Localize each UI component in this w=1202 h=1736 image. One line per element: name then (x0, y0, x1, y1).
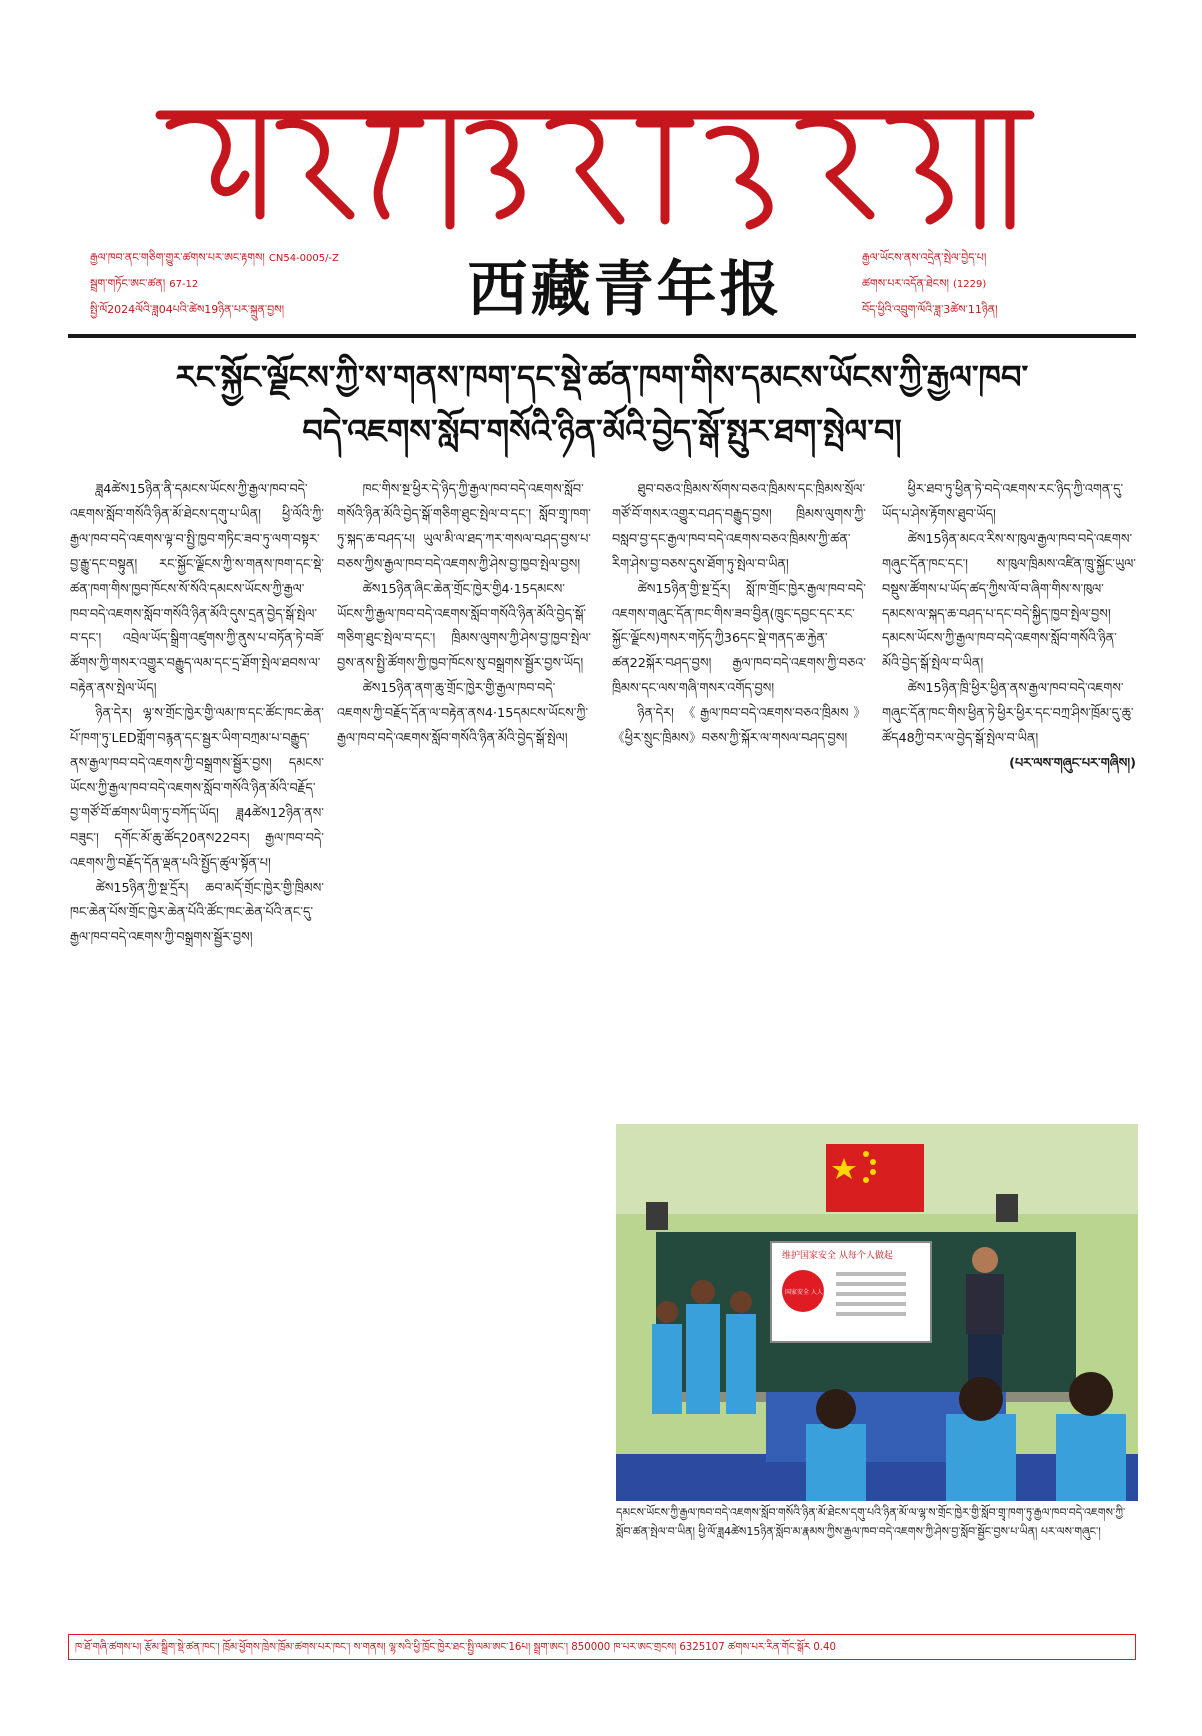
chinese-flag (826, 1144, 924, 1212)
masthead-rule (68, 334, 1136, 338)
meta-line: སྤྱི་ལོ2024ལོའི་ཟླ04པའི་ཚེས19ཉིན་པར་སྐྲུན་བྱས། (90, 303, 285, 316)
paragraph: ཚེས15ཉིན་ནག་ཆུ་གྲོང་ཁྱེར་གྱི་རྒྱལ་ཁབ་བདེ་འཇགས་ཀྱི་བརྗོད་དོན་ལ་བརྟེན་ནས4·15དམངས་ཡོངས་ཀྱི་རྒྱལ་ཁབ་བདེ་འཇགས་སློབ་གསོའི་ཉིན་མོའི་བྱེད་སྒོ་སྤེལ། (337, 681, 589, 747)
meta-line: ཚགས་པར་འདོན་ཐེངས། (1229) (862, 277, 987, 290)
classroom-photo (616, 1124, 1138, 1501)
paragraph: ཟླ4ཚེས15ཉིན་ནི་དམངས་ཡོངས་ཀྱི་རྒྱལ་ཁབ་བདེ་འཇགས་སློབ་གསོའི་ཉིན་མོ་ཐེངས་དགུ་པ་ཡིན། ཕྱི་ལོའི་ཀྱི་རྒྱལ་ཁབ་བདེ་འཇགས་ལྟ་བ་སྤྱི་ཁྱབ་གཏིང་ཟབ་ཏུ་ལག་བསྟར་བྱ་རྒྱུ་དང་བསྟུན། རང་སྐྱོང་ལྗོངས་ཀྱི་ས་གནས་ཁག་དང་སྡེ་ཚན་ཁག་གིས་ཁྱབ་ཁོངས་སོ་སོའི་དམངས་ཡོངས་ཀྱི་རྒྱལ་ཁབ་བདེ་འཇགས་སློབ་གསོའི་ཉིན་མོའི་དུས་དྲན་བྱེད་སྒོ་སྤེལ་བ་དང་། འབྲེལ་ཡོད་སྒྲིག་འཛུགས་ཀྱི་ནུས་པ་བཏོན་ཏེ་བཟོ་ཚོགས་ཀྱི་གསར་འགྱུར་བརྒྱུད་ལམ་དང་དྲ་ཐོག་སྤེལ་ཐབས་ལ་བརྟེན་ནས་སྤེལ་ཡོད། (70, 482, 324, 697)
masthead-left-meta (90, 245, 430, 323)
paragraph: ཉིན་དེར། 《རྒྱལ་ཁབ་བདེ་འཇགས་བཅའ་ཁྲིམས》《ཕྱིར་སྲུང་ཁྲིམས》བཅས་ཀྱི་སྐོར་ལ་གསལ་བཤད་བྱས། (612, 706, 866, 747)
paragraph: ཁང་གིས་སྔ་ཕྱིར་དེ་ཉིད་ཀྱི་རྒྱལ་ཁབ་བདེ་འཇགས་སློབ་གསོའི་ཉིན་མོའི་བྱེད་སྒོ་གཅིག་ཐུང་སྤེལ་བ་དང་། སློབ་གྲྭ་ཁག་ཏུ་སྐད་ཆ་བཤད་པ། ཡུལ་མི་ལ་ཐད་ཀར་གསལ་བཤད་བྱས་པ་བཅས་ཀྱིས་རྒྱལ་ཁབ་བདེ་འཇགས་ཀྱི་ཤེས་བྱ་ཁྱབ་སྤེལ་བྱས། (337, 482, 591, 572)
paragraph: ཐུབ་བཅའ་ཁྲིམས་སོགས་བཅའ་ཁྲིམས་དང་ཁྲིམས་སྲོལ་གཙོ་བོ་གསར་འགྱུར་བཤད་བརྒྱུད་བྱས། ཁྲིམས་ལུགས་ཀྱི་བསླབ་བྱ་དང་རྒྱལ་ཁབ་བདེ་འཇགས་བཅའ་ཁྲིམས་ཀྱི་ཚན་རིག་ཤེས་བྱ་བཅས་དུས་ཐོག་ཏུ་སྤེལ་བ་ཡིན། (612, 482, 866, 572)
meta-line: བོད་ཕྱིའི་འབྲུག་ལོའི་ཟླ་3ཚེས་11ཉིན། (862, 303, 998, 316)
paragraph: ཚེས15ཉིན་ཁྲི་ཕྱིར་ཕྱིན་ནས་རྒྱལ་ཁབ་བདེ་འཇགས་གཞུང་དོན་ཁང་གིས་ཕྱིན་ཏེ་ཕྱིར་ཕྱིར་དང་བཀྲ་ཤིས་ཁྲོམ་དུ་ཆུ་ཚོད48ཀྱི་བར་ལ་བྱེད་སྒོ་སྤེལ་བ་ཡིན། (882, 681, 1134, 747)
classroom-photo-illustration (616, 1124, 1138, 1501)
screen-title: 维护国家安全 从每个人做起 (782, 1251, 893, 1261)
article-headline (68, 350, 1136, 458)
headline-line-2: བདེ་འཇགས་སློབ་གསོའི་ཉིན་མོའི་བྱེད་སྒོ་སྤུར་ཐག་སྤེལ་བ། (302, 412, 902, 450)
article-column-2 (337, 478, 591, 1628)
paragraph: ཚེས15ཉིན་མངའ་རིས་ས་ཁུལ་རྒྱལ་ཁབ་བདེ་འཇགས་གཞུང་དོན་ཁང་དང་། ས་ཁུལ་ཁྲིམས་འཛིན་ཁྲུ་སྐྱོང་ཡུལ་བསྡུས་ཚོགས་པ་ཡོད་ཚད་ཀྱིས་ལོ་བ་ཞིག་གིས་ས་ཁུལ་དམངས་ལ་སྐད་ཆ་བཤད་པ་དང་བདེ་སྐྱིད་ཁྱབ་སྤེལ་བྱས། དམངས་ཡོངས་ཀྱི་རྒྱལ་ཁབ་བདེ་འཇགས་སློབ་གསོའི་ཉིན་མོའི་བྱེད་སྒོ་སྤེལ་བ་ཡིན། (882, 531, 1136, 672)
byline: (པར་ལས་གཞུང་པར་གཞིས།) (1009, 755, 1136, 771)
article-column-3 (612, 478, 866, 1108)
meta-line: སྦྲག་གཏོང་ཨང་ཚན། 67-12 (90, 277, 199, 290)
paragraph: ཕྱིར་ཐབ་ཏུ་ཕྱིན་ཏེ་བདེ་འཇགས་རང་ཉིད་ཀྱི་འགན་དུ་ཡོད་པ་ཤེས་རྟོགས་ཐུབ་ཡོད། (882, 482, 1124, 522)
photo-caption: དམངས་ཡོངས་ཀྱི་རྒྱལ་ཁབ་བདེ་འཇགས་སློབ་གསོའི་ཉིན་མོ་ཐེངས་དགུ་པའི་ཉིན་མོ་ལ་ལྷ་ས་གྲོང་ཁྱེར་གྱི་སློབ་གྲྭ་ཁག་ཏུ་རྒྱལ་ཁབ་བདེ་འཇགས་ཀྱི་སློབ་ཚན་སྤེལ་བ་ཡིན། ཕྱི་ལོ་ཟླ4ཚེས15ཉིན་སློབ་མ་རྣམས་ཀྱིས་རྒྱལ་ཁབ་བདེ་འཇགས་ཀྱི་ཤེས་བྱ་སློབ་སྦྱོང་བྱས་པ་ཡིན། པར་ལས་གཞུང་། (616, 1506, 1126, 1538)
article-column-1 (70, 478, 324, 1628)
paragraph: ཚེས15ཉིན་ཞིང་ཆེན་གྲོང་ཁྱེར་གྱི4·15དམངས་ཡོངས་ཀྱི་རྒྱལ་ཁབ་བདེ་འཇགས་སློབ་གསོའི་ཉིན་མོའི་བྱེད་སྒོ་གཅིག་ཐུང་སྤེལ་བ་དང་། ཁྲིམས་ལུགས་ཀྱི་ཤེས་བྱ་ཁྱབ་སྤེལ་བྱས་ནས་སྤྱི་ཚོགས་ཀྱི་ཁྱབ་ཁོངས་སུ་བསྒྲགས་སྦྱོར་བྱས་ཡོད། (337, 581, 591, 672)
footer-info-bar: ཁ་ཐོ་གཞི་ཚགས་པ། རྩོམ་སྒྲིག་སྡེ་ཚན་ཁང་། ཁྲོམ་ཕྱོགས་ཁྲེས་ཁྲོམ་ཚགས་པར་ཁང་། ས་གནས། ལྷ་སའི་ཕྱི་ཁྲོང་ཁྱེར་ཐང་སྤྱི་ལམ་ཨང་16པ། སྦྲག་ཨང་། 850000 ཁ་པར་ཨང་གྲངས། 6325107 ཚགས་པར་རིན་གོང་སྒོར 0.40 (68, 1634, 1136, 1660)
paragraph: ཚེས15ཉིན་གྱི་སྔ་དྲོར། སློ་ཁ་གྲོང་ཁྱེར་རྒྱལ་ཁབ་བདེ་འཇགས་གཞུང་དོན་ཁང་གིས་ཟབ་བྱིན(ཁྲུང་དབྱང་དང་རང་སྐྱོང་ལྗོངས)གསར་གཏོད་ཀྱི36དང་སྡེ་གནད་ཆ་རྐྱེན་ཚན22སྐོར་བཤད་བྱས། རྒྱལ་ཁབ་བདེ་འཇགས་ཀྱི་བཅའ་ཁྲིམས་དང་ལས་གཞི་གསར་འགོད་བྱས། (612, 581, 866, 697)
article-column-4 (882, 478, 1136, 1108)
masthead-right-meta (862, 245, 1162, 323)
screen-badge: 国家安全 人人有责 (785, 1289, 835, 1296)
masthead (0, 0, 1202, 335)
meta-line: རྒྱལ་ཡོངས་ནས་འདྲེན་སྤེལ་བྱེད་པ། (862, 251, 987, 264)
headline-line-1: རང་སྐྱོང་ལྗོངས་ཀྱི་ས་གནས་ཁག་དང་སྡེ་ཚན་ཁག་གིས་དམངས་ཡོངས་ཀྱི་རྒྱལ་ཁབ་ (175, 358, 1029, 396)
paragraph: ཚེས15ཉིན་ཀྱི་སྔ་དྲོར། ཆབ་མདོ་གྲོང་ཁྱེར་གྱི་ཁྲིམས་ཁང་ཆེན་པོས་གྲོང་ཁྱེར་ཆེན་པོའི་ཚོང་ཁང་ཆེན་པོའི་ནང་དུ་རྒྱལ་ཁབ་བདེ་འཇགས་ཀྱི་བསྒྲགས་སྦྱོར་བྱས། (70, 880, 324, 946)
paragraph: ཉིན་དེར། ལྷ་ས་གྲོང་ཁྱེར་གྱི་ལམ་ཁ་དང་ཚོང་ཁང་ཆེན་པོ་ཁག་ཏུ་LEDགློག་བརྙན་དང་སྦྱར་ཡིག་བཀྲམ་པ་བརྒྱུད་ནས་རྒྱལ་ཁབ་བདེ་འཇགས་ཀྱི་བསྒྲགས་སྦྱོར་བྱས། དམངས་ཡོངས་ཀྱི་རྒྱལ་ཁབ་བདེ་འཇགས་སློབ་གསོའི་ཉིན་མོའི་བརྗོད་བྱ་གཙོ་བོ་ཚགས་ཡིག་ཏུ་བཀོད་ཡོད། ཟླ4ཚེས12ཉིན་ནས་བཟུང་། དགོང་མོ་ཆུ་ཚོད20ནས22བར། རྒྱལ་ཁབ་བདེ་འཇགས་ཀྱི་བརྗོད་དོན་ལྡན་པའི་སྤྱོད་ཚུལ་སྟོན་པ། (70, 706, 324, 871)
chinese-newspaper-title: 西藏青年报 (467, 255, 783, 325)
tibetan-calligraphy-logo (150, 95, 1050, 245)
meta-line: རྒྱལ་ཁབ་ནང་གཅིག་གྱུར་ཚགས་པར་ཨང་རྟགས། CN54-0005/-Z (90, 251, 339, 264)
